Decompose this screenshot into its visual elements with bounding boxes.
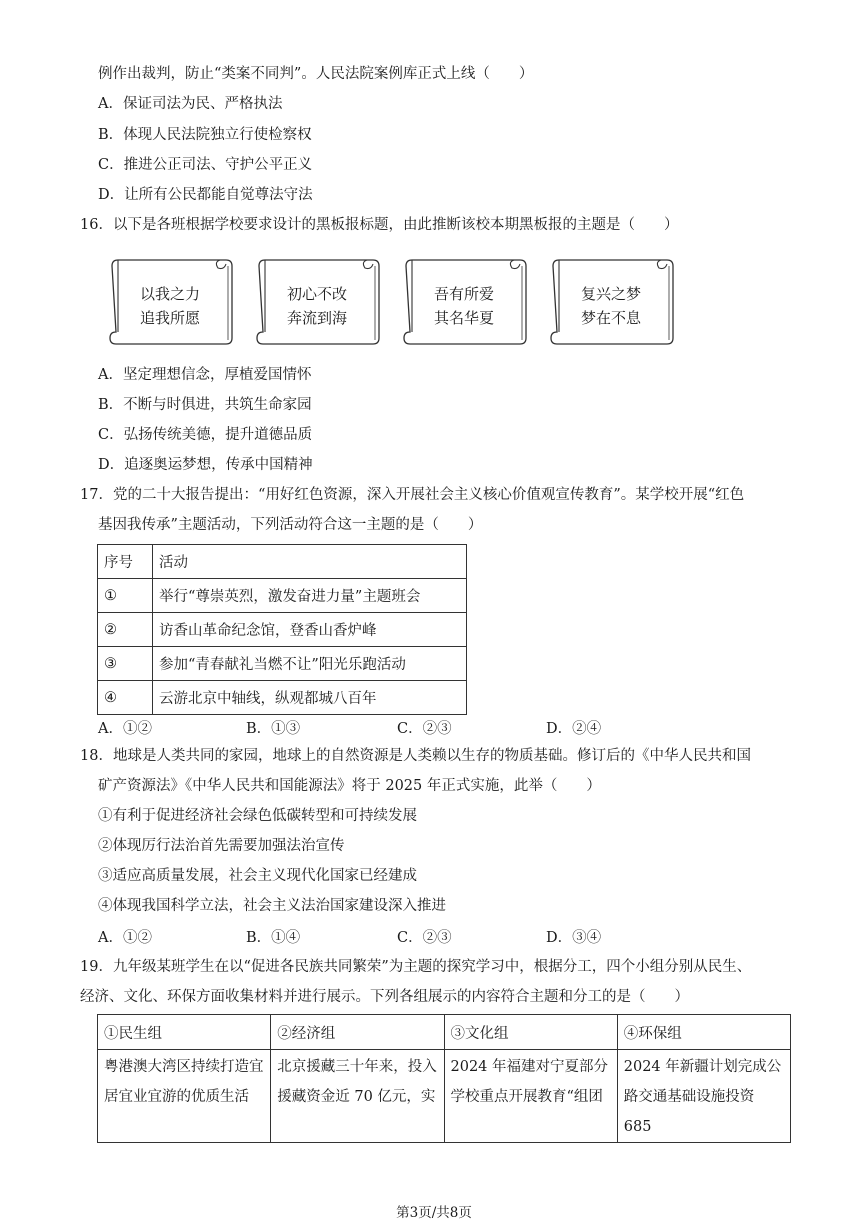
- q18-item-1: ①有利于促进经济社会绿色低碳转型和可持续发展: [98, 808, 417, 824]
- q15-option-c[interactable]: C．推进公正司法、守护公平正义: [98, 157, 313, 173]
- table-cell: ③: [98, 647, 153, 681]
- table-header-cell: 序号: [98, 545, 153, 579]
- cell-line: 粤港澳大湾区持续打造宜: [104, 1059, 264, 1075]
- table-row: [98, 647, 467, 681]
- table-row: [98, 579, 467, 613]
- q19-stem-line2: 经济、文化、环保方面收集材料并进行展示。下列各组展示的内容符合主题和分工的是（ ）: [80, 989, 689, 1005]
- table-header-cell: 活动: [153, 545, 467, 579]
- q18-choice-d[interactable]: D．③④: [546, 930, 602, 946]
- board-4-line2: 梦在不息: [580, 309, 641, 327]
- table-cell: 访香山革命纪念馆，登香山香炉峰: [153, 613, 467, 647]
- table-header-row: [98, 1015, 791, 1050]
- q18-stem-line2: 矿产资源法》《中华人民共和国能源法》将于 2025 年正式实施，此举（ ）: [98, 778, 601, 794]
- q17-choice-c[interactable]: C．②③: [397, 721, 452, 737]
- table-cell: ①: [98, 579, 153, 613]
- q15-stem-tail: 例作出裁判，防止“类案不同判”。人民法院案例库正式上线（ ）: [98, 66, 534, 82]
- q15-option-a[interactable]: A．保证司法为民、严格执法: [98, 96, 283, 112]
- table-row: [98, 1050, 791, 1143]
- table-cell: [271, 1050, 444, 1143]
- table-header-cell: ④环保组: [617, 1015, 790, 1050]
- cell-line: 2024 年福建对宁夏部分: [450, 1059, 609, 1075]
- q15-option-d[interactable]: D．让所有公民都能自觉尊法守法: [98, 187, 313, 203]
- cell-line: 路交通基础设施投资 685: [623, 1089, 755, 1135]
- table-header-cell: ①民生组: [98, 1015, 271, 1050]
- q19-groups-table: [97, 1014, 791, 1143]
- table-cell: ②: [98, 613, 153, 647]
- q16-option-c[interactable]: C．弘扬传统美德，提升道德品质: [98, 427, 313, 443]
- board-1-line2: 追我所愿: [139, 309, 200, 327]
- board-3-line2: 其名华夏: [433, 309, 494, 327]
- table-cell: [444, 1050, 617, 1143]
- table-cell: [617, 1050, 790, 1143]
- table-cell: 举行“尊崇英烈，激发奋进力量”主题班会: [153, 579, 467, 613]
- board-4-line1: 复兴之梦: [580, 285, 641, 303]
- q17-choice-a[interactable]: A．①②: [98, 721, 152, 737]
- board-2-line2: 奔流到海: [286, 309, 347, 327]
- q16-option-b[interactable]: B．不断与时俱进，共筑生命家园: [98, 397, 312, 413]
- q17-activity-table: [97, 544, 467, 715]
- cell-line: 居宜业宜游的优质生活: [104, 1089, 249, 1105]
- board-1-line1: 以我之力: [139, 285, 200, 303]
- q17-choice-d[interactable]: D．②④: [546, 721, 602, 737]
- q16-option-d[interactable]: D．追逐奥运梦想，传承中国精神: [98, 457, 313, 473]
- q18-item-4: ④体现我国科学立法，社会主义法治国家建设深入推进: [98, 898, 446, 914]
- q18-stem-line1: 18．地球是人类共同的家园，地球上的自然资源是人类赖以生存的物质基础。修订后的《中华人民共和国: [80, 748, 751, 764]
- q18-item-2: ②体现厉行法治首先需要加强法治宣传: [98, 838, 345, 854]
- table-row: [98, 613, 467, 647]
- blackboard-title-1: [104, 256, 236, 348]
- q19-stem-line1: 19．九年级某班学生在以“促进各民族共同繁荣”为主题的探究学习中，根据分工，四个小组分别从民生、: [80, 959, 752, 975]
- table-cell: [98, 1050, 271, 1143]
- blackboard-title-3: [398, 256, 530, 348]
- cell-line: 北京援藏三十年来，投入: [277, 1059, 437, 1075]
- cell-line: 2024 年新疆计划完成公: [623, 1059, 782, 1075]
- table-row: [98, 681, 467, 715]
- table-header-row: [98, 545, 467, 579]
- table-cell: ④: [98, 681, 153, 715]
- table-header-cell: ③文化组: [444, 1015, 617, 1050]
- q16-option-a[interactable]: A．坚定理想信念，厚植爱国情怀: [98, 367, 312, 383]
- table-cell: 参加“青春献礼当燃不让”阳光乐跑活动: [153, 647, 467, 681]
- table-header-cell: ②经济组: [271, 1015, 444, 1050]
- table-cell: 云游北京中轴线，纵观都城八百年: [153, 681, 467, 715]
- cell-line: 援藏资金近 70 亿元，实: [277, 1089, 436, 1105]
- page-footer: 第3页/共8页: [396, 1205, 472, 1221]
- blackboard-title-4: [545, 256, 677, 348]
- q16-stem: 16．以下是各班根据学校要求设计的黑板报标题，由此推断该校本期黑板报的主题是（ ）: [80, 217, 679, 233]
- blackboard-title-2: [251, 256, 383, 348]
- board-3-line1: 吾有所爱: [433, 285, 494, 303]
- q17-choice-b[interactable]: B．①③: [246, 721, 301, 737]
- q17-stem-line1: 17．党的二十大报告提出：“用好红色资源，深入开展社会主义核心价值观宣传教育”。某学校开展“红色: [80, 487, 745, 503]
- q15-option-b[interactable]: B．体现人民法院独立行使检察权: [98, 127, 312, 143]
- board-2-line1: 初心不改: [286, 285, 347, 303]
- q18-choice-c[interactable]: C．②③: [397, 930, 452, 946]
- q18-choice-a[interactable]: A．①②: [98, 930, 152, 946]
- q17-stem-line2: 基因我传承”主题活动，下列活动符合这一主题的是（ ）: [98, 517, 483, 533]
- q18-item-3: ③适应高质量发展，社会主义现代化国家已经建成: [98, 868, 417, 884]
- q18-choice-b[interactable]: B．①④: [246, 930, 301, 946]
- cell-line: 学校重点开展教育“组团: [450, 1089, 603, 1105]
